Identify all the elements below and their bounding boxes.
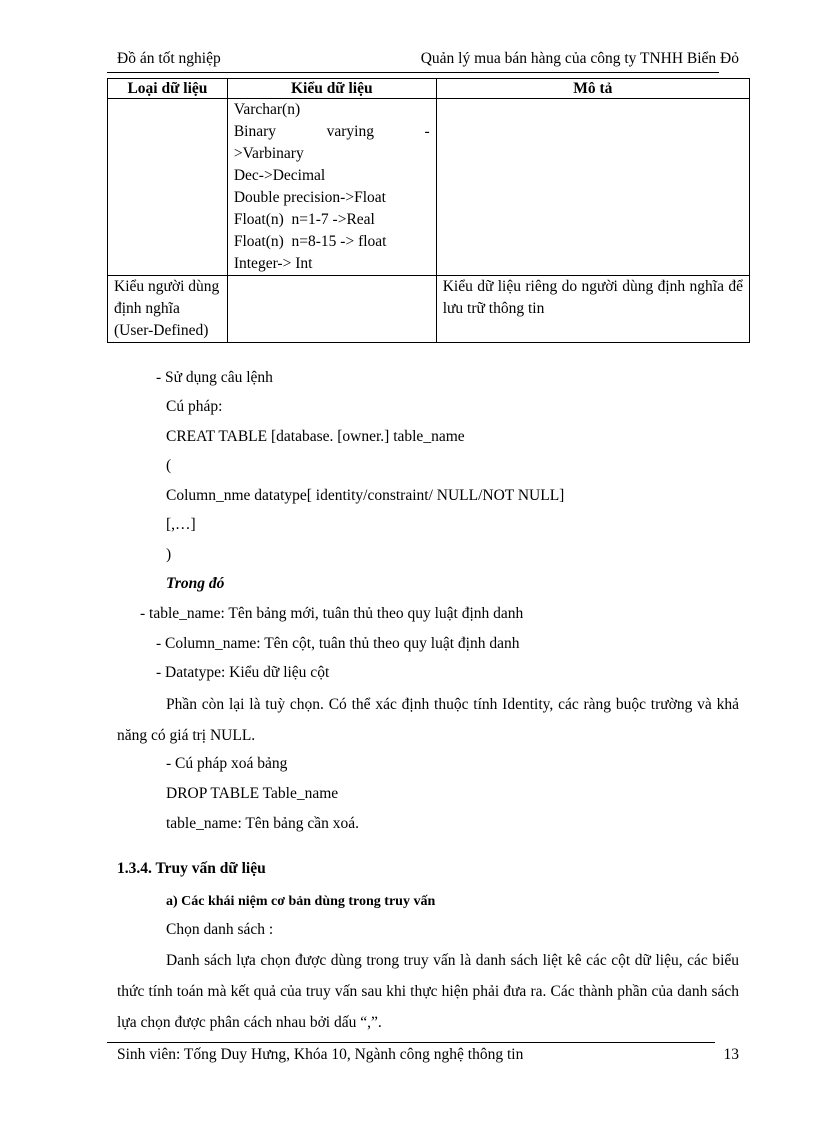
type-item: Double precision->Float (233, 189, 386, 206)
where-label: Trong đó (166, 575, 225, 592)
row1-description (436, 99, 749, 276)
list-item: - table_name: Tên bảng mới, tuân thủ theo quy luật định danh (140, 605, 524, 622)
row2-description: Kiểu dữ liệu riêng do người dùng định nghĩa để lưu trữ thông tin (436, 276, 749, 343)
table-header-row (108, 79, 750, 99)
drop-code: DROP TABLE Table_name (166, 785, 339, 802)
list-paragraph: Danh sách lựa chọn được dùng trong truy vấn là danh sách liệt kê các cột dữ liệu, các biểu thức tính toán mà kết quả của truy vấn sau khi thực hiện phải đưa ra. Các thành phần của danh sách lựa chọn được phân cách nhau bởi dấu “,”. (117, 952, 739, 1031)
code-line: ) (166, 546, 172, 563)
header-right: Quản lý mua bán hàng của công ty TNHH Biển Đỏ (420, 50, 739, 67)
type-item: Integer-> Int (233, 255, 313, 272)
footer-student: Sinh viên: Tống Duy Hưng, Khóa 10, Ngành công nghệ thông tin (117, 1046, 524, 1063)
optional-paragraph: Phần còn lại là tuỳ chọn. Có thể xác định thuộc tính Identity, các ràng buộc trường và khả năng có giá trị NULL. (117, 696, 739, 744)
type-item-part: Binary (233, 123, 277, 140)
page-header (117, 50, 739, 68)
footer-rule (107, 1042, 715, 1043)
type-item: >Varbinary (233, 145, 304, 162)
type-item: Float(n) n=8-15 -> float (233, 233, 387, 250)
col-header-type: Kiểu dữ liệu (227, 79, 436, 99)
section-heading: 1.3.4. Truy vấn dữ liệu (117, 860, 266, 877)
row1-category (108, 99, 228, 276)
type-item: Float(n) n=1-7 ->Real (233, 211, 375, 228)
drop-description: table_name: Tên bảng cần xoá. (166, 815, 359, 832)
use-statement: - Sử dụng câu lệnh (156, 369, 273, 386)
code-line: [,…] (166, 516, 196, 533)
type-item-part: - (424, 123, 430, 140)
code-line: ( (166, 457, 172, 474)
type-item: Varchar(n) (233, 101, 301, 118)
type-item (234, 121, 430, 143)
type-item: Dec->Decimal (233, 167, 326, 184)
row2-types (227, 276, 436, 343)
col-header-category: Loại dữ liệu (108, 79, 228, 99)
row2-category: Kiểu người dùng định nghĩa (User-Defined) (108, 276, 228, 343)
choose-list-label: Chọn danh sách : (166, 921, 274, 938)
list-item: - Datatype: Kiểu dữ liệu cột (156, 664, 330, 681)
list-item: - Column_name: Tên cột, tuân thủ theo quy luật định danh (156, 635, 520, 652)
drop-syntax-label: - Cú pháp xoá bảng (166, 755, 288, 772)
table-row (108, 276, 750, 343)
col-header-description: Mô tả (436, 79, 749, 99)
header-rule (107, 72, 719, 73)
syntax-label: Cú pháp: (166, 398, 223, 415)
table-row (108, 99, 750, 276)
code-line: CREAT TABLE [database. [owner.] table_name (166, 428, 465, 445)
header-left: Đồ án tốt nghiệp (117, 50, 221, 67)
code-line: Column_nme datatype[ identity/constraint/ NULL/NOT NULL] (166, 487, 565, 504)
subsection-heading: a) Các khái niệm cơ bản dùng trong truy vấn (166, 894, 436, 909)
data-types-table (107, 78, 750, 343)
page-number: 13 (723, 1046, 739, 1063)
row1-types (227, 99, 436, 276)
type-item-part: varying (326, 123, 374, 140)
